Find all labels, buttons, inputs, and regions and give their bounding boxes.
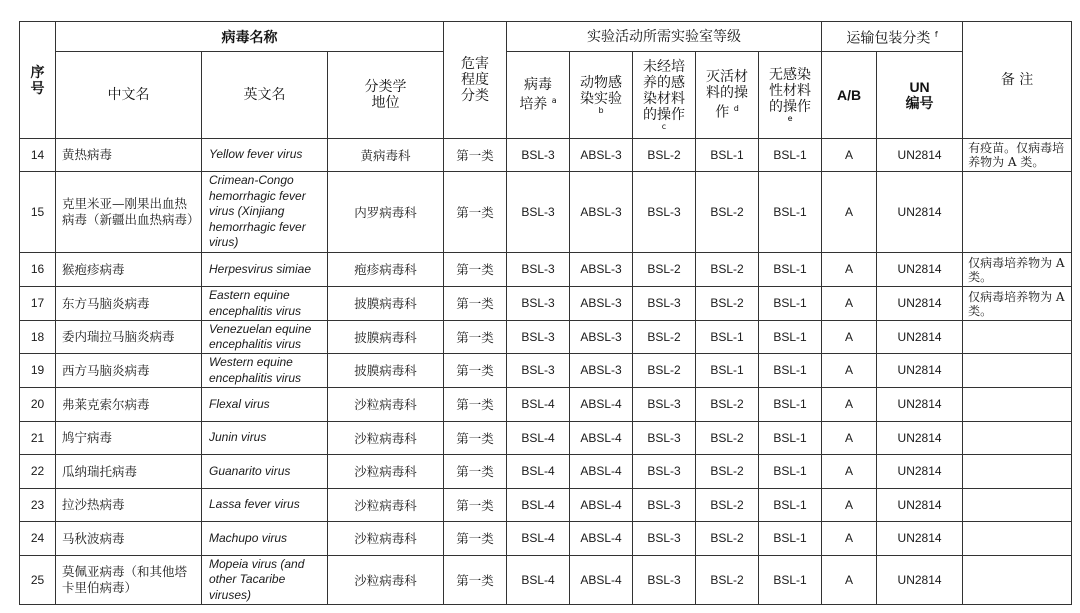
- remark: 仅病毒培养物为 A 类。: [963, 253, 1072, 287]
- noninfectious-level: BSL-1: [759, 321, 822, 354]
- remark: [963, 388, 1072, 422]
- animal-level: ABSL-4: [570, 556, 633, 605]
- noninfectious-level: BSL-1: [759, 139, 822, 172]
- row-number: 16: [20, 253, 56, 287]
- inactivated-level: BSL-2: [696, 522, 759, 556]
- virus-lab-level-table: [19, 21, 1072, 605]
- table-row: [20, 556, 1072, 605]
- inactivated-level: BSL-2: [696, 253, 759, 287]
- transport-ab: A: [822, 455, 877, 489]
- transport-ab: A: [822, 388, 877, 422]
- inactivated-level: BSL-2: [696, 556, 759, 605]
- virus-chinese-name: 鸠宁病毒: [56, 422, 202, 455]
- transport-ab: A: [822, 354, 877, 388]
- animal-level: ABSL-4: [570, 522, 633, 556]
- uncultured-level: BSL-3: [633, 388, 696, 422]
- culture-level: BSL-4: [507, 522, 570, 556]
- un-number: UN2814: [877, 522, 963, 556]
- uncultured-level: BSL-3: [633, 489, 696, 522]
- transport-ab: A: [822, 287, 877, 321]
- transport-ab: A: [822, 489, 877, 522]
- inactivated-level: BSL-1: [696, 321, 759, 354]
- virus-chinese-name: 拉沙热病毒: [56, 489, 202, 522]
- header-remarks: 备 注: [963, 22, 1072, 139]
- culture-level: BSL-4: [507, 388, 570, 422]
- table-row: [20, 422, 1072, 455]
- table-row: [20, 489, 1072, 522]
- virus-family: 沙粒病毒科: [328, 422, 444, 455]
- hazard-class: 第一类: [444, 139, 507, 172]
- remark: [963, 321, 1072, 354]
- table-row: [20, 172, 1072, 253]
- virus-english-name: Venezuelan equine encephalitis virus: [202, 321, 328, 354]
- header-animal: 动物感 染实验 b: [570, 52, 633, 139]
- culture-level: BSL-3: [507, 321, 570, 354]
- inactivated-level: BSL-1: [696, 354, 759, 388]
- inactivated-level: BSL-2: [696, 455, 759, 489]
- table-row: [20, 321, 1072, 354]
- virus-family: 披膜病毒科: [328, 354, 444, 388]
- table-row: [20, 522, 1072, 556]
- row-number: 18: [20, 321, 56, 354]
- noninfectious-level: BSL-1: [759, 354, 822, 388]
- virus-english-name: Machupo virus: [202, 522, 328, 556]
- header-un: UN 编号: [877, 52, 963, 139]
- header-inactivated: 灭活材 料的操 作 $^d$: [696, 52, 759, 139]
- remark: [963, 489, 1072, 522]
- hazard-class: 第一类: [444, 522, 507, 556]
- inactivated-level: BSL-2: [696, 422, 759, 455]
- header-lab-level: 实验活动所需实验室等级: [507, 22, 822, 52]
- noninfectious-level: BSL-1: [759, 522, 822, 556]
- remark: [963, 172, 1072, 253]
- animal-level: ABSL-3: [570, 139, 633, 172]
- hazard-class: 第一类: [444, 287, 507, 321]
- virus-english-name: Eastern equine encephalitis virus: [202, 287, 328, 321]
- row-number: 17: [20, 287, 56, 321]
- transport-ab: A: [822, 253, 877, 287]
- animal-level: ABSL-3: [570, 321, 633, 354]
- uncultured-level: BSL-2: [633, 354, 696, 388]
- remark: [963, 455, 1072, 489]
- virus-english-name: Guanarito virus: [202, 455, 328, 489]
- hazard-class: 第一类: [444, 556, 507, 605]
- virus-family: 披膜病毒科: [328, 287, 444, 321]
- header-en-name: 英文名: [202, 52, 328, 139]
- virus-family: 沙粒病毒科: [328, 556, 444, 605]
- uncultured-level: BSL-3: [633, 287, 696, 321]
- hazard-class: 第一类: [444, 321, 507, 354]
- header-culture: 病毒 培养 $^a$: [507, 52, 570, 139]
- table-row: [20, 253, 1072, 287]
- uncultured-level: BSL-3: [633, 455, 696, 489]
- inactivated-level: BSL-1: [696, 139, 759, 172]
- virus-chinese-name: 委内瑞拉马脑炎病毒: [56, 321, 202, 354]
- animal-level: ABSL-3: [570, 354, 633, 388]
- uncultured-level: BSL-3: [633, 556, 696, 605]
- virus-family: 披膜病毒科: [328, 321, 444, 354]
- un-number: UN2814: [877, 556, 963, 605]
- table-row: [20, 287, 1072, 321]
- culture-level: BSL-3: [507, 172, 570, 253]
- table-row: [20, 455, 1072, 489]
- animal-level: ABSL-3: [570, 287, 633, 321]
- hazard-class: 第一类: [444, 489, 507, 522]
- remark: [963, 556, 1072, 605]
- row-number: 24: [20, 522, 56, 556]
- un-number: UN2814: [877, 172, 963, 253]
- remark: [963, 354, 1072, 388]
- hazard-class: 第一类: [444, 388, 507, 422]
- virus-family: 沙粒病毒科: [328, 522, 444, 556]
- hazard-class: 第一类: [444, 422, 507, 455]
- row-number: 22: [20, 455, 56, 489]
- header-uncultured: 未经培 养的感 染材料 的操作 c: [633, 52, 696, 139]
- uncultured-level: BSL-2: [633, 253, 696, 287]
- noninfectious-level: BSL-1: [759, 172, 822, 253]
- animal-level: ABSL-4: [570, 388, 633, 422]
- transport-ab: A: [822, 139, 877, 172]
- virus-chinese-name: 黄热病毒: [56, 139, 202, 172]
- uncultured-level: BSL-3: [633, 522, 696, 556]
- inactivated-level: BSL-2: [696, 388, 759, 422]
- transport-ab: A: [822, 172, 877, 253]
- un-number: UN2814: [877, 422, 963, 455]
- noninfectious-level: BSL-1: [759, 287, 822, 321]
- virus-family: 沙粒病毒科: [328, 455, 444, 489]
- header-transport: 运输包装分类 $^f$: [822, 22, 963, 52]
- virus-chinese-name: 马秋波病毒: [56, 522, 202, 556]
- remark: 有疫苗。仅病毒培养物为 A 类。: [963, 139, 1072, 172]
- transport-ab: A: [822, 556, 877, 605]
- header-ab: A/B: [822, 52, 877, 139]
- virus-family: 沙粒病毒科: [328, 388, 444, 422]
- uncultured-level: BSL-2: [633, 321, 696, 354]
- header-hazard: 危害 程度 分类: [444, 22, 507, 139]
- virus-chinese-name: 克里米亚—刚果出血热病毒（新疆出血热病毒）: [56, 172, 202, 253]
- culture-level: BSL-3: [507, 253, 570, 287]
- noninfectious-level: BSL-1: [759, 489, 822, 522]
- hazard-class: 第一类: [444, 354, 507, 388]
- culture-level: BSL-4: [507, 489, 570, 522]
- un-number: UN2814: [877, 321, 963, 354]
- row-number: 14: [20, 139, 56, 172]
- un-number: UN2814: [877, 253, 963, 287]
- header-cn-name: 中文名: [56, 52, 202, 139]
- header-noninfectious: 无感染 性材料 的操作 e: [759, 52, 822, 139]
- noninfectious-level: BSL-1: [759, 556, 822, 605]
- virus-english-name: Mopeia virus (and other Tacaribe viruses): [202, 556, 328, 605]
- animal-level: ABSL-3: [570, 253, 633, 287]
- culture-level: BSL-3: [507, 354, 570, 388]
- table-row: [20, 388, 1072, 422]
- remark: 仅病毒培养物为 A 类。: [963, 287, 1072, 321]
- row-number: 25: [20, 556, 56, 605]
- noninfectious-level: BSL-1: [759, 253, 822, 287]
- row-number: 19: [20, 354, 56, 388]
- table-row: [20, 139, 1072, 172]
- un-number: UN2814: [877, 489, 963, 522]
- animal-level: ABSL-4: [570, 422, 633, 455]
- culture-level: BSL-3: [507, 139, 570, 172]
- virus-english-name: Lassa fever virus: [202, 489, 328, 522]
- un-number: UN2814: [877, 354, 963, 388]
- remark: [963, 522, 1072, 556]
- virus-family: 疱疹病毒科: [328, 253, 444, 287]
- uncultured-level: BSL-3: [633, 172, 696, 253]
- animal-level: ABSL-4: [570, 455, 633, 489]
- un-number: UN2814: [877, 139, 963, 172]
- transport-ab: A: [822, 522, 877, 556]
- hazard-class: 第一类: [444, 172, 507, 253]
- uncultured-level: BSL-3: [633, 422, 696, 455]
- transport-ab: A: [822, 321, 877, 354]
- culture-level: BSL-3: [507, 287, 570, 321]
- virus-family: 黄病毒科: [328, 139, 444, 172]
- row-number: 21: [20, 422, 56, 455]
- virus-english-name: Herpesvirus simiae: [202, 253, 328, 287]
- inactivated-level: BSL-2: [696, 489, 759, 522]
- un-number: UN2814: [877, 287, 963, 321]
- virus-english-name: Western equine encephalitis virus: [202, 354, 328, 388]
- hazard-class: 第一类: [444, 455, 507, 489]
- transport-ab: A: [822, 422, 877, 455]
- virus-family: 沙粒病毒科: [328, 489, 444, 522]
- virus-english-name: Yellow fever virus: [202, 139, 328, 172]
- inactivated-level: BSL-2: [696, 172, 759, 253]
- hazard-class: 第一类: [444, 253, 507, 287]
- culture-level: BSL-4: [507, 556, 570, 605]
- virus-chinese-name: 弗莱克索尔病毒: [56, 388, 202, 422]
- noninfectious-level: BSL-1: [759, 422, 822, 455]
- noninfectious-level: BSL-1: [759, 455, 822, 489]
- virus-chinese-name: 东方马脑炎病毒: [56, 287, 202, 321]
- virus-english-name: Crimean-Congo hemorrhagic fever virus (Xinjiang hemorrhagic fever virus): [202, 172, 328, 253]
- header-taxonomy: 分类学 地位: [328, 52, 444, 139]
- virus-chinese-name: 莫佩亚病毒（和其他塔卡里伯病毒）: [56, 556, 202, 605]
- virus-chinese-name: 西方马脑炎病毒: [56, 354, 202, 388]
- virus-chinese-name: 猴疱疹病毒: [56, 253, 202, 287]
- virus-chinese-name: 瓜纳瑞托病毒: [56, 455, 202, 489]
- inactivated-level: BSL-2: [696, 287, 759, 321]
- row-number: 23: [20, 489, 56, 522]
- culture-level: BSL-4: [507, 455, 570, 489]
- noninfectious-level: BSL-1: [759, 388, 822, 422]
- virus-english-name: Junin virus: [202, 422, 328, 455]
- virus-english-name: Flexal virus: [202, 388, 328, 422]
- culture-level: BSL-4: [507, 422, 570, 455]
- row-number: 15: [20, 172, 56, 253]
- header-seq: 序 号: [20, 22, 56, 139]
- un-number: UN2814: [877, 455, 963, 489]
- animal-level: ABSL-4: [570, 489, 633, 522]
- row-number: 20: [20, 388, 56, 422]
- animal-level: ABSL-3: [570, 172, 633, 253]
- remark: [963, 422, 1072, 455]
- virus-family: 内罗病毒科: [328, 172, 444, 253]
- un-number: UN2814: [877, 388, 963, 422]
- header-virus-name: 病毒名称: [56, 22, 444, 52]
- table-row: [20, 354, 1072, 388]
- uncultured-level: BSL-2: [633, 139, 696, 172]
